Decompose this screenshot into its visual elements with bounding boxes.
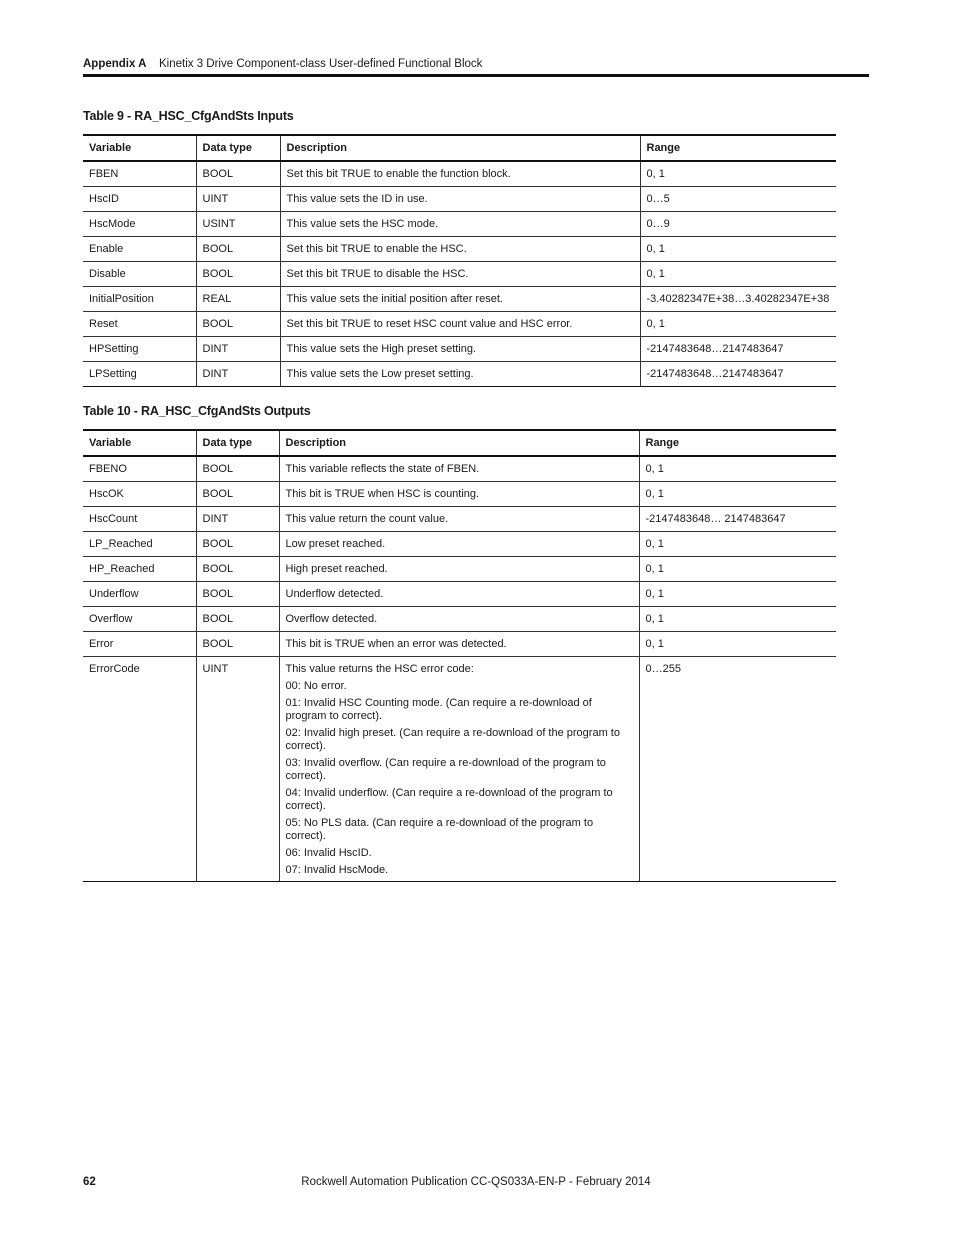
cell-data-type: BOOL	[196, 262, 280, 287]
table9-title: Table 9 - RA_HSC_CfgAndSts Inputs	[83, 109, 294, 123]
cell-range: 0, 1	[640, 237, 836, 262]
column-header-range: Range	[640, 135, 836, 161]
table-row-error-code	[83, 657, 836, 882]
table-row	[83, 456, 836, 482]
cell-range: 0, 1	[639, 632, 836, 657]
table-row	[83, 287, 836, 312]
cell-data-type: BOOL	[196, 482, 279, 507]
column-header-variable: Variable	[83, 430, 196, 456]
cell-variable: Error	[83, 632, 196, 657]
cell-variable: Enable	[83, 237, 196, 262]
cell-data-type: REAL	[196, 287, 280, 312]
cell-range: 0…9	[640, 212, 836, 237]
cell-data-type: BOOL	[196, 532, 279, 557]
table-header-row	[83, 430, 836, 456]
cell-description: This variable reflects the state of FBEN.	[279, 456, 639, 482]
cell-data-type: USINT	[196, 212, 280, 237]
cell-range: -2147483648…2147483647	[640, 362, 836, 387]
cell-data-type: BOOL	[196, 456, 279, 482]
header-rule	[83, 74, 869, 77]
cell-variable: Reset	[83, 312, 196, 337]
cell-range: 0, 1	[639, 456, 836, 482]
cell-variable: HPSetting	[83, 337, 196, 362]
cell-description: Low preset reached.	[279, 532, 639, 557]
publication-info: Rockwell Automation Publication CC-QS033A-EN-P - February 2014	[301, 1176, 651, 1188]
cell-range: 0, 1	[639, 607, 836, 632]
cell-description	[279, 657, 639, 882]
cell-variable: Underflow	[83, 582, 196, 607]
cell-description: Underflow detected.	[279, 582, 639, 607]
cell-variable: HP_Reached	[83, 557, 196, 582]
column-header-data-type: Data type	[196, 135, 280, 161]
cell-description: This value sets the initial position after reset.	[280, 287, 640, 312]
cell-data-type: UINT	[196, 187, 280, 212]
error-code-line: 07: Invalid HscMode.	[285, 864, 389, 876]
cell-data-type: UINT	[196, 657, 279, 882]
cell-data-type: BOOL	[196, 161, 280, 187]
cell-variable: InitialPosition	[83, 287, 196, 312]
cell-data-type: BOOL	[196, 557, 279, 582]
table-row	[83, 237, 836, 262]
cell-description: This bit is TRUE when an error was detected.	[279, 632, 639, 657]
cell-data-type: DINT	[196, 507, 279, 532]
cell-data-type: DINT	[196, 337, 280, 362]
table-row	[83, 482, 836, 507]
cell-range: 0, 1	[639, 532, 836, 557]
cell-description: This value sets the HSC mode.	[280, 212, 640, 237]
table-row	[83, 262, 836, 287]
outputs-table	[83, 429, 836, 882]
page-header	[83, 52, 868, 76]
cell-description: Set this bit TRUE to reset HSC count value and HSC error.	[280, 312, 640, 337]
table-row	[83, 632, 836, 657]
error-code-line: This value returns the HSC error code:	[285, 663, 474, 675]
cell-range: 0, 1	[640, 161, 836, 187]
table-row	[83, 362, 836, 387]
column-header-data-type: Data type	[196, 430, 279, 456]
cell-description: Overflow detected.	[279, 607, 639, 632]
cell-data-type: BOOL	[196, 582, 279, 607]
cell-range: 0, 1	[639, 582, 836, 607]
cell-range: 0…5	[640, 187, 836, 212]
cell-description: High preset reached.	[279, 557, 639, 582]
table-row	[83, 532, 836, 557]
cell-variable: HscMode	[83, 212, 196, 237]
cell-range: 0, 1	[640, 312, 836, 337]
cell-description: This value sets the High preset setting.	[280, 337, 640, 362]
cell-description: Set this bit TRUE to enable the HSC.	[280, 237, 640, 262]
page-number: 62	[83, 1176, 96, 1188]
cell-variable: FBEN	[83, 161, 196, 187]
cell-description: This value sets the ID in use.	[280, 187, 640, 212]
appendix-label: Appendix A	[83, 58, 147, 70]
cell-description: This value sets the Low preset setting.	[280, 362, 640, 387]
cell-range: 0, 1	[640, 262, 836, 287]
table-row	[83, 557, 836, 582]
cell-variable: HscCount	[83, 507, 196, 532]
table-header-row	[83, 135, 836, 161]
cell-range: 0, 1	[639, 557, 836, 582]
cell-data-type: BOOL	[196, 632, 279, 657]
error-code-line: 02: Invalid high preset. (Can require a re-download of the program to correct).	[285, 727, 620, 752]
cell-data-type: DINT	[196, 362, 280, 387]
cell-variable: HscOK	[83, 482, 196, 507]
cell-range: -3.40282347E+38…3.40282347E+38	[640, 287, 836, 312]
error-code-line: 04: Invalid underflow. (Can require a re-download of the program to correct).	[285, 787, 613, 812]
error-code-line: 06: Invalid HscID.	[285, 847, 372, 859]
column-header-variable: Variable	[83, 135, 196, 161]
table-row	[83, 607, 836, 632]
cell-variable: Disable	[83, 262, 196, 287]
cell-range: 0…255	[639, 657, 836, 882]
table-row	[83, 212, 836, 237]
table-row	[83, 312, 836, 337]
cell-variable: ErrorCode	[83, 657, 196, 882]
error-code-line: 00: No error.	[285, 680, 347, 692]
cell-variable: HscID	[83, 187, 196, 212]
cell-range: -2147483648… 2147483647	[639, 507, 836, 532]
cell-variable: LP_Reached	[83, 532, 196, 557]
table-row	[83, 337, 836, 362]
chapter-title: Kinetix 3 Drive Component-class User-defined Functional Block	[159, 58, 483, 70]
column-header-range: Range	[639, 430, 836, 456]
cell-range: -2147483648…2147483647	[640, 337, 836, 362]
table10-title: Table 10 - RA_HSC_CfgAndSts Outputs	[83, 404, 311, 418]
table-row	[83, 507, 836, 532]
cell-data-type: BOOL	[196, 312, 280, 337]
error-code-line: 03: Invalid overflow. (Can require a re-download of the program to correct).	[285, 757, 606, 782]
cell-description: Set this bit TRUE to disable the HSC.	[280, 262, 640, 287]
cell-description: This bit is TRUE when HSC is counting.	[279, 482, 639, 507]
table-row	[83, 161, 836, 187]
inputs-table	[83, 134, 836, 387]
table-row	[83, 582, 836, 607]
page-footer	[83, 1176, 869, 1194]
cell-data-type: BOOL	[196, 607, 279, 632]
error-code-line: 01: Invalid HSC Counting mode. (Can require a re-download of program to correct).	[285, 697, 592, 722]
cell-description: Set this bit TRUE to enable the function block.	[280, 161, 640, 187]
cell-description: This value return the count value.	[279, 507, 639, 532]
cell-range: 0, 1	[639, 482, 836, 507]
cell-variable: LPSetting	[83, 362, 196, 387]
column-header-description: Description	[279, 430, 639, 456]
cell-data-type: BOOL	[196, 237, 280, 262]
table-row	[83, 187, 836, 212]
column-header-description: Description	[280, 135, 640, 161]
cell-variable: FBENO	[83, 456, 196, 482]
cell-variable: Overflow	[83, 607, 196, 632]
error-code-line: 05: No PLS data. (Can require a re-download of the program to correct).	[285, 817, 594, 842]
